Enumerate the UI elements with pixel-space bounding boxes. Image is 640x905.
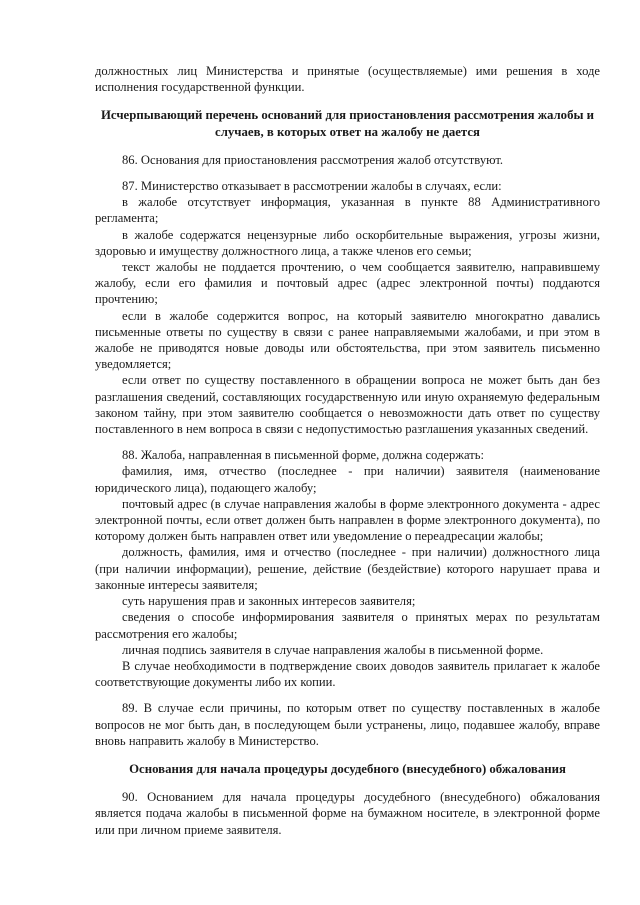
paragraph-87-item-d: если в жалобе содержится вопрос, на который заявителю многократно давались письменные ответы по существу в связи с ранее направляемыми жалобами, и при этом в жалобе не приводятся новые доводы или обстоятельства, при этом заявитель письменно уведомляется;	[95, 308, 600, 372]
paragraph-88-item-d: суть нарушения прав и законных интересов заявителя;	[122, 594, 416, 609]
paragraph-88-item-f: личная подпись заявителя в случае направления жалобы в письменной форме.	[122, 642, 544, 657]
paragraph-90: 90. Основанием для начала процедуры досудебного (внесудебного) обжалования является подача жалобы в письменной форме на бумажном носителе, в электронной форме или при личном приеме заявителя.	[95, 790, 600, 837]
paragraph-89: 89. В случае если причины, по которым ответ по существу поставленных в жалобе вопросов не мог быть дан, в последующем были устранены, лицо, подавшее жалобу, вправе вновь направить жалобу в Министерство.	[95, 701, 600, 748]
paragraph-87-item-a: в жалобе отсутствует информация, указанная в пункте 88 Административного регламента;	[95, 195, 600, 226]
paragraph-87: 87. Министерство отказывает в рассмотрении жалобы в случаях, если:	[122, 179, 502, 194]
section-heading-grounds-suspension: Исчерпывающий перечень оснований для приостановления рассмотрения жалобы и случаев, в которых ответ на жалобу не дается	[100, 108, 595, 139]
paragraph-88-item-g: В случае необходимости в подтверждение своих доводов заявитель прилагает к жалобе соответствующие документы либо их копии.	[95, 658, 600, 690]
paragraph-87-item-c: текст жалобы не поддается прочтению, о чем сообщается заявителю, направившему жалобу, если его фамилия и почтовый адрес (адрес электронной почты) поддаются прочтению;	[95, 260, 600, 307]
paragraph-88-item-b: почтовый адрес (в случае направления жалобы в форме электронного документа - адрес электронной почты, если ответ должен быть направлен в форме электронного документа), по которому должен быть направлен ответ или уведомление о переадресации жалобы;	[95, 496, 600, 544]
document-body	[95, 63, 600, 838]
paragraph-86: 86. Основания для приостановления рассмотрения жалоб отсутствуют.	[122, 152, 504, 167]
paragraph-88: 88. Жалоба, направленная в письменной форме, должна содержать:	[122, 448, 484, 463]
paragraph-continuation: должностных лиц Министерства и принятые (осуществляемые) ими решения в ходе исполнения государственной функции.	[95, 64, 600, 95]
paragraph-87-item-e: если ответ по существу поставленного в обращении вопроса не может быть дан без разглашения сведений, составляющих государственную или иную охраняемую федеральным законом тайну, при этом заявителю сообщается о невозможности дать ответ по существу поставленного в нем вопроса в связи с недопустимостью разглашения указанных сведений.	[95, 373, 600, 437]
section-heading-appeal-grounds: Основания для начала процедуры досудебного (внесудебного) обжалования	[129, 761, 566, 776]
paragraph-88-item-c: должность, фамилия, имя и отчество (последнее - при наличии) должностного лица (при наличии информации), решение, действие (бездействие) которого нарушает права и законные интересы заявителя;	[95, 545, 600, 592]
paragraph-88-item-a: фамилия, имя, отчество (последнее - при наличии) заявителя (наименование юридического лица), подающего жалобу;	[95, 464, 600, 495]
paragraph-88-item-e: сведения о способе информирования заявителя о принятых мерах по результатам рассмотрения его жалобы;	[95, 610, 600, 641]
paragraph-87-item-b: в жалобе содержатся нецензурные либо оскорбительные выражения, угрозы жизни, здоровью и имуществу должностного лица, а также членов его семьи;	[95, 227, 600, 258]
